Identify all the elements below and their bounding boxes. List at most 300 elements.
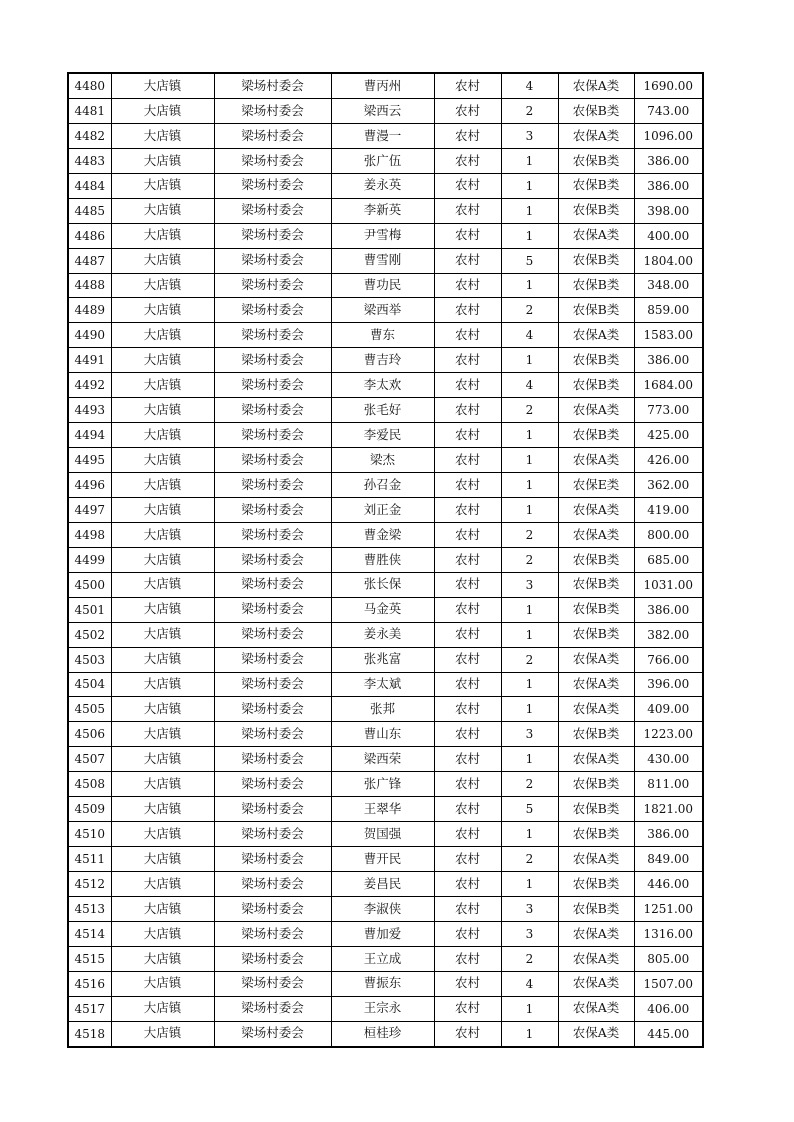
- town-cell: 大店镇: [111, 722, 214, 747]
- table-row: [68, 148, 703, 173]
- row-number-cell: 4513: [68, 896, 111, 921]
- person-name-cell: 曹山东: [331, 722, 434, 747]
- amount-cell: 382.00: [634, 622, 703, 647]
- town-cell: 大店镇: [111, 572, 214, 597]
- insurance-category-cell: 农保B类: [558, 822, 634, 847]
- table-row: [68, 971, 703, 996]
- town-cell: 大店镇: [111, 547, 214, 572]
- town-cell: 大店镇: [111, 921, 214, 946]
- row-number-cell: 4518: [68, 1021, 111, 1046]
- village-committee-cell: 梁场村委会: [214, 572, 331, 597]
- village-committee-cell: 梁场村委会: [214, 872, 331, 897]
- insurance-category-cell: 农保B类: [558, 622, 634, 647]
- amount-cell: 685.00: [634, 547, 703, 572]
- household-size-cell: 2: [501, 522, 558, 547]
- town-cell: 大店镇: [111, 398, 214, 423]
- area-type-cell: 农村: [434, 772, 501, 797]
- insurance-category-cell: 农保B类: [558, 98, 634, 123]
- table-row: [68, 123, 703, 148]
- area-type-cell: 农村: [434, 597, 501, 622]
- town-cell: 大店镇: [111, 223, 214, 248]
- household-size-cell: 1: [501, 1021, 558, 1046]
- row-number-cell: 4501: [68, 597, 111, 622]
- household-size-cell: 1: [501, 747, 558, 772]
- village-committee-cell: 梁场村委会: [214, 996, 331, 1021]
- village-committee-cell: 梁场村委会: [214, 298, 331, 323]
- household-size-cell: 1: [501, 348, 558, 373]
- row-number-cell: 4505: [68, 697, 111, 722]
- person-name-cell: 姜昌民: [331, 872, 434, 897]
- amount-cell: 1821.00: [634, 797, 703, 822]
- household-size-cell: 2: [501, 946, 558, 971]
- village-committee-cell: 梁场村委会: [214, 697, 331, 722]
- person-name-cell: 尹雪梅: [331, 223, 434, 248]
- person-name-cell: 刘正金: [331, 497, 434, 522]
- village-committee-cell: 梁场村委会: [214, 971, 331, 996]
- table-row: [68, 273, 703, 298]
- insurance-category-cell: 农保A类: [558, 1021, 634, 1046]
- village-committee-cell: 梁场村委会: [214, 1021, 331, 1046]
- insurance-category-cell: 农保B类: [558, 772, 634, 797]
- amount-cell: 396.00: [634, 672, 703, 697]
- row-number-cell: 4495: [68, 448, 111, 473]
- table-row: [68, 722, 703, 747]
- town-cell: 大店镇: [111, 996, 214, 1021]
- village-committee-cell: 梁场村委会: [214, 847, 331, 872]
- row-number-cell: 4512: [68, 872, 111, 897]
- table-row: [68, 572, 703, 597]
- table-row: [68, 198, 703, 223]
- insurance-category-cell: 农保B类: [558, 373, 634, 398]
- person-name-cell: 王立成: [331, 946, 434, 971]
- village-committee-cell: 梁场村委会: [214, 946, 331, 971]
- table-row: [68, 173, 703, 198]
- town-cell: 大店镇: [111, 747, 214, 772]
- person-name-cell: 张广锋: [331, 772, 434, 797]
- row-number-cell: 4486: [68, 223, 111, 248]
- town-cell: 大店镇: [111, 273, 214, 298]
- insurance-category-cell: 农保A类: [558, 946, 634, 971]
- row-number-cell: 4511: [68, 847, 111, 872]
- village-committee-cell: 梁场村委会: [214, 323, 331, 348]
- household-size-cell: 3: [501, 572, 558, 597]
- town-cell: 大店镇: [111, 423, 214, 448]
- table-row: [68, 373, 703, 398]
- person-name-cell: 李新英: [331, 198, 434, 223]
- person-name-cell: 曹加爱: [331, 921, 434, 946]
- area-type-cell: 农村: [434, 722, 501, 747]
- amount-cell: 430.00: [634, 747, 703, 772]
- town-cell: 大店镇: [111, 1021, 214, 1046]
- row-number-cell: 4506: [68, 722, 111, 747]
- household-size-cell: 1: [501, 423, 558, 448]
- insurance-category-cell: 农保A类: [558, 747, 634, 772]
- household-size-cell: 4: [501, 73, 558, 98]
- table-row: [68, 872, 703, 897]
- area-type-cell: 农村: [434, 1021, 501, 1046]
- area-type-cell: 农村: [434, 323, 501, 348]
- area-type-cell: 农村: [434, 697, 501, 722]
- area-type-cell: 农村: [434, 473, 501, 498]
- household-size-cell: 1: [501, 198, 558, 223]
- household-size-cell: 2: [501, 298, 558, 323]
- insurance-category-cell: 农保B类: [558, 597, 634, 622]
- area-type-cell: 农村: [434, 497, 501, 522]
- amount-cell: 386.00: [634, 348, 703, 373]
- village-committee-cell: 梁场村委会: [214, 198, 331, 223]
- household-size-cell: 3: [501, 123, 558, 148]
- household-size-cell: 2: [501, 847, 558, 872]
- town-cell: 大店镇: [111, 971, 214, 996]
- table-row: [68, 1021, 703, 1046]
- person-name-cell: 梁杰: [331, 448, 434, 473]
- insurance-category-cell: 农保A类: [558, 223, 634, 248]
- household-size-cell: 1: [501, 622, 558, 647]
- town-cell: 大店镇: [111, 697, 214, 722]
- person-name-cell: 姜永美: [331, 622, 434, 647]
- table-row: [68, 697, 703, 722]
- insurance-category-cell: 农保B类: [558, 173, 634, 198]
- amount-cell: 1316.00: [634, 921, 703, 946]
- area-type-cell: 农村: [434, 298, 501, 323]
- amount-cell: 1684.00: [634, 373, 703, 398]
- person-name-cell: 梁西荣: [331, 747, 434, 772]
- amount-cell: 348.00: [634, 273, 703, 298]
- town-cell: 大店镇: [111, 647, 214, 672]
- row-number-cell: 4514: [68, 921, 111, 946]
- area-type-cell: 农村: [434, 73, 501, 98]
- area-type-cell: 农村: [434, 173, 501, 198]
- area-type-cell: 农村: [434, 747, 501, 772]
- table-row: [68, 98, 703, 123]
- household-size-cell: 1: [501, 273, 558, 298]
- insurance-category-cell: 农保A类: [558, 398, 634, 423]
- town-cell: 大店镇: [111, 622, 214, 647]
- amount-cell: 1251.00: [634, 896, 703, 921]
- table-row: [68, 822, 703, 847]
- amount-cell: 805.00: [634, 946, 703, 971]
- amount-cell: 386.00: [634, 173, 703, 198]
- area-type-cell: 农村: [434, 822, 501, 847]
- table-row: [68, 747, 703, 772]
- amount-cell: 419.00: [634, 497, 703, 522]
- household-size-cell: 5: [501, 797, 558, 822]
- area-type-cell: 农村: [434, 847, 501, 872]
- row-number-cell: 4483: [68, 148, 111, 173]
- row-number-cell: 4484: [68, 173, 111, 198]
- row-number-cell: 4507: [68, 747, 111, 772]
- person-name-cell: 张广伍: [331, 148, 434, 173]
- amount-cell: 446.00: [634, 872, 703, 897]
- row-number-cell: 4509: [68, 797, 111, 822]
- person-name-cell: 曹金梁: [331, 522, 434, 547]
- town-cell: 大店镇: [111, 148, 214, 173]
- household-size-cell: 1: [501, 223, 558, 248]
- amount-cell: 386.00: [634, 822, 703, 847]
- household-size-cell: 4: [501, 323, 558, 348]
- town-cell: 大店镇: [111, 98, 214, 123]
- household-size-cell: 4: [501, 373, 558, 398]
- row-number-cell: 4502: [68, 622, 111, 647]
- village-committee-cell: 梁场村委会: [214, 173, 331, 198]
- amount-cell: 362.00: [634, 473, 703, 498]
- area-type-cell: 农村: [434, 198, 501, 223]
- amount-cell: 1031.00: [634, 572, 703, 597]
- household-size-cell: 2: [501, 98, 558, 123]
- amount-cell: 386.00: [634, 597, 703, 622]
- table-row: [68, 497, 703, 522]
- amount-cell: 400.00: [634, 223, 703, 248]
- amount-cell: 409.00: [634, 697, 703, 722]
- insurance-category-cell: 农保A类: [558, 672, 634, 697]
- row-number-cell: 4491: [68, 348, 111, 373]
- table-row: [68, 223, 703, 248]
- row-number-cell: 4503: [68, 647, 111, 672]
- person-name-cell: 姜永英: [331, 173, 434, 198]
- town-cell: 大店镇: [111, 448, 214, 473]
- person-name-cell: 梁西举: [331, 298, 434, 323]
- table-row: [68, 622, 703, 647]
- area-type-cell: 农村: [434, 273, 501, 298]
- village-committee-cell: 梁场村委会: [214, 373, 331, 398]
- household-size-cell: 1: [501, 148, 558, 173]
- table-row: [68, 473, 703, 498]
- area-type-cell: 农村: [434, 223, 501, 248]
- household-size-cell: 1: [501, 672, 558, 697]
- table-row: [68, 547, 703, 572]
- town-cell: 大店镇: [111, 872, 214, 897]
- person-name-cell: 曹漫一: [331, 123, 434, 148]
- area-type-cell: 农村: [434, 572, 501, 597]
- town-cell: 大店镇: [111, 73, 214, 98]
- town-cell: 大店镇: [111, 198, 214, 223]
- area-type-cell: 农村: [434, 622, 501, 647]
- household-size-cell: 2: [501, 547, 558, 572]
- row-number-cell: 4490: [68, 323, 111, 348]
- town-cell: 大店镇: [111, 672, 214, 697]
- amount-cell: 859.00: [634, 298, 703, 323]
- town-cell: 大店镇: [111, 497, 214, 522]
- village-committee-cell: 梁场村委会: [214, 647, 331, 672]
- insurance-category-cell: 农保B类: [558, 198, 634, 223]
- insurance-category-cell: 农保B类: [558, 148, 634, 173]
- town-cell: 大店镇: [111, 597, 214, 622]
- insurance-category-cell: 农保B类: [558, 722, 634, 747]
- town-cell: 大店镇: [111, 323, 214, 348]
- person-name-cell: 李爱民: [331, 423, 434, 448]
- table-row: [68, 448, 703, 473]
- row-number-cell: 4508: [68, 772, 111, 797]
- row-number-cell: 4515: [68, 946, 111, 971]
- area-type-cell: 农村: [434, 123, 501, 148]
- village-committee-cell: 梁场村委会: [214, 722, 331, 747]
- amount-cell: 1690.00: [634, 73, 703, 98]
- insurance-category-cell: 农保A类: [558, 921, 634, 946]
- table-row: [68, 847, 703, 872]
- table-row: [68, 298, 703, 323]
- village-committee-cell: 梁场村委会: [214, 473, 331, 498]
- insurance-category-cell: 农保B类: [558, 572, 634, 597]
- town-cell: 大店镇: [111, 298, 214, 323]
- table-row: [68, 946, 703, 971]
- person-name-cell: 马金英: [331, 597, 434, 622]
- person-name-cell: 李淑侠: [331, 896, 434, 921]
- records-table: [67, 72, 704, 1048]
- amount-cell: 1096.00: [634, 123, 703, 148]
- village-committee-cell: 梁场村委会: [214, 547, 331, 572]
- village-committee-cell: 梁场村委会: [214, 497, 331, 522]
- table-row: [68, 348, 703, 373]
- insurance-category-cell: 农保A类: [558, 522, 634, 547]
- insurance-category-cell: 农保B类: [558, 298, 634, 323]
- row-number-cell: 4494: [68, 423, 111, 448]
- row-number-cell: 4481: [68, 98, 111, 123]
- table-row: [68, 921, 703, 946]
- row-number-cell: 4485: [68, 198, 111, 223]
- table-row: [68, 996, 703, 1021]
- household-size-cell: 2: [501, 647, 558, 672]
- household-size-cell: 1: [501, 822, 558, 847]
- village-committee-cell: 梁场村委会: [214, 597, 331, 622]
- insurance-category-cell: 农保B类: [558, 797, 634, 822]
- village-committee-cell: 梁场村委会: [214, 822, 331, 847]
- row-number-cell: 4482: [68, 123, 111, 148]
- town-cell: 大店镇: [111, 123, 214, 148]
- area-type-cell: 农村: [434, 946, 501, 971]
- row-number-cell: 4498: [68, 522, 111, 547]
- row-number-cell: 4488: [68, 273, 111, 298]
- village-committee-cell: 梁场村委会: [214, 248, 331, 273]
- table-row: [68, 647, 703, 672]
- amount-cell: 445.00: [634, 1021, 703, 1046]
- person-name-cell: 曹功民: [331, 273, 434, 298]
- area-type-cell: 农村: [434, 373, 501, 398]
- amount-cell: 386.00: [634, 148, 703, 173]
- village-committee-cell: 梁场村委会: [214, 73, 331, 98]
- table-row: [68, 597, 703, 622]
- insurance-category-cell: 农保A类: [558, 323, 634, 348]
- person-name-cell: 梁西云: [331, 98, 434, 123]
- row-number-cell: 4499: [68, 547, 111, 572]
- village-committee-cell: 梁场村委会: [214, 797, 331, 822]
- area-type-cell: 农村: [434, 921, 501, 946]
- village-committee-cell: 梁场村委会: [214, 223, 331, 248]
- row-number-cell: 4510: [68, 822, 111, 847]
- insurance-category-cell: 农保A类: [558, 971, 634, 996]
- insurance-category-cell: 农保B类: [558, 872, 634, 897]
- village-committee-cell: 梁场村委会: [214, 398, 331, 423]
- household-size-cell: 1: [501, 473, 558, 498]
- person-name-cell: 曹丙州: [331, 73, 434, 98]
- town-cell: 大店镇: [111, 173, 214, 198]
- town-cell: 大店镇: [111, 797, 214, 822]
- village-committee-cell: 梁场村委会: [214, 921, 331, 946]
- insurance-category-cell: 农保A类: [558, 73, 634, 98]
- amount-cell: 425.00: [634, 423, 703, 448]
- row-number-cell: 4500: [68, 572, 111, 597]
- household-size-cell: 2: [501, 398, 558, 423]
- insurance-category-cell: 农保A类: [558, 996, 634, 1021]
- area-type-cell: 农村: [434, 398, 501, 423]
- amount-cell: 849.00: [634, 847, 703, 872]
- area-type-cell: 农村: [434, 423, 501, 448]
- amount-cell: 1223.00: [634, 722, 703, 747]
- table-row: [68, 423, 703, 448]
- insurance-category-cell: 农保B类: [558, 547, 634, 572]
- person-name-cell: 张毛好: [331, 398, 434, 423]
- village-committee-cell: 梁场村委会: [214, 896, 331, 921]
- person-name-cell: 曹东: [331, 323, 434, 348]
- village-committee-cell: 梁场村委会: [214, 747, 331, 772]
- village-committee-cell: 梁场村委会: [214, 123, 331, 148]
- town-cell: 大店镇: [111, 896, 214, 921]
- amount-cell: 800.00: [634, 522, 703, 547]
- row-number-cell: 4516: [68, 971, 111, 996]
- area-type-cell: 农村: [434, 971, 501, 996]
- table-row: [68, 248, 703, 273]
- town-cell: 大店镇: [111, 473, 214, 498]
- town-cell: 大店镇: [111, 772, 214, 797]
- table-body: [68, 73, 703, 1047]
- household-size-cell: 1: [501, 597, 558, 622]
- amount-cell: 398.00: [634, 198, 703, 223]
- town-cell: 大店镇: [111, 847, 214, 872]
- area-type-cell: 农村: [434, 797, 501, 822]
- area-type-cell: 农村: [434, 872, 501, 897]
- area-type-cell: 农村: [434, 996, 501, 1021]
- insurance-category-cell: 农保B类: [558, 273, 634, 298]
- person-name-cell: 曹吉玲: [331, 348, 434, 373]
- person-name-cell: 张长保: [331, 572, 434, 597]
- table-row: [68, 672, 703, 697]
- amount-cell: 1507.00: [634, 971, 703, 996]
- row-number-cell: 4480: [68, 73, 111, 98]
- amount-cell: 766.00: [634, 647, 703, 672]
- table-row: [68, 323, 703, 348]
- household-size-cell: 5: [501, 248, 558, 273]
- person-name-cell: 王翠华: [331, 797, 434, 822]
- area-type-cell: 农村: [434, 522, 501, 547]
- area-type-cell: 农村: [434, 348, 501, 373]
- person-name-cell: 孙召金: [331, 473, 434, 498]
- person-name-cell: 曹开民: [331, 847, 434, 872]
- household-size-cell: 1: [501, 872, 558, 897]
- insurance-category-cell: 农保A类: [558, 847, 634, 872]
- row-number-cell: 4496: [68, 473, 111, 498]
- table-row: [68, 522, 703, 547]
- row-number-cell: 4517: [68, 996, 111, 1021]
- row-number-cell: 4492: [68, 373, 111, 398]
- household-size-cell: 3: [501, 896, 558, 921]
- town-cell: 大店镇: [111, 373, 214, 398]
- village-committee-cell: 梁场村委会: [214, 522, 331, 547]
- town-cell: 大店镇: [111, 522, 214, 547]
- area-type-cell: 农村: [434, 896, 501, 921]
- area-type-cell: 农村: [434, 248, 501, 273]
- town-cell: 大店镇: [111, 348, 214, 373]
- village-committee-cell: 梁场村委会: [214, 273, 331, 298]
- village-committee-cell: 梁场村委会: [214, 423, 331, 448]
- household-size-cell: 2: [501, 772, 558, 797]
- insurance-category-cell: 农保A类: [558, 123, 634, 148]
- person-name-cell: 王宗永: [331, 996, 434, 1021]
- area-type-cell: 农村: [434, 647, 501, 672]
- table-row: [68, 398, 703, 423]
- household-size-cell: 1: [501, 497, 558, 522]
- amount-cell: 406.00: [634, 996, 703, 1021]
- person-name-cell: 李太斌: [331, 672, 434, 697]
- amount-cell: 1583.00: [634, 323, 703, 348]
